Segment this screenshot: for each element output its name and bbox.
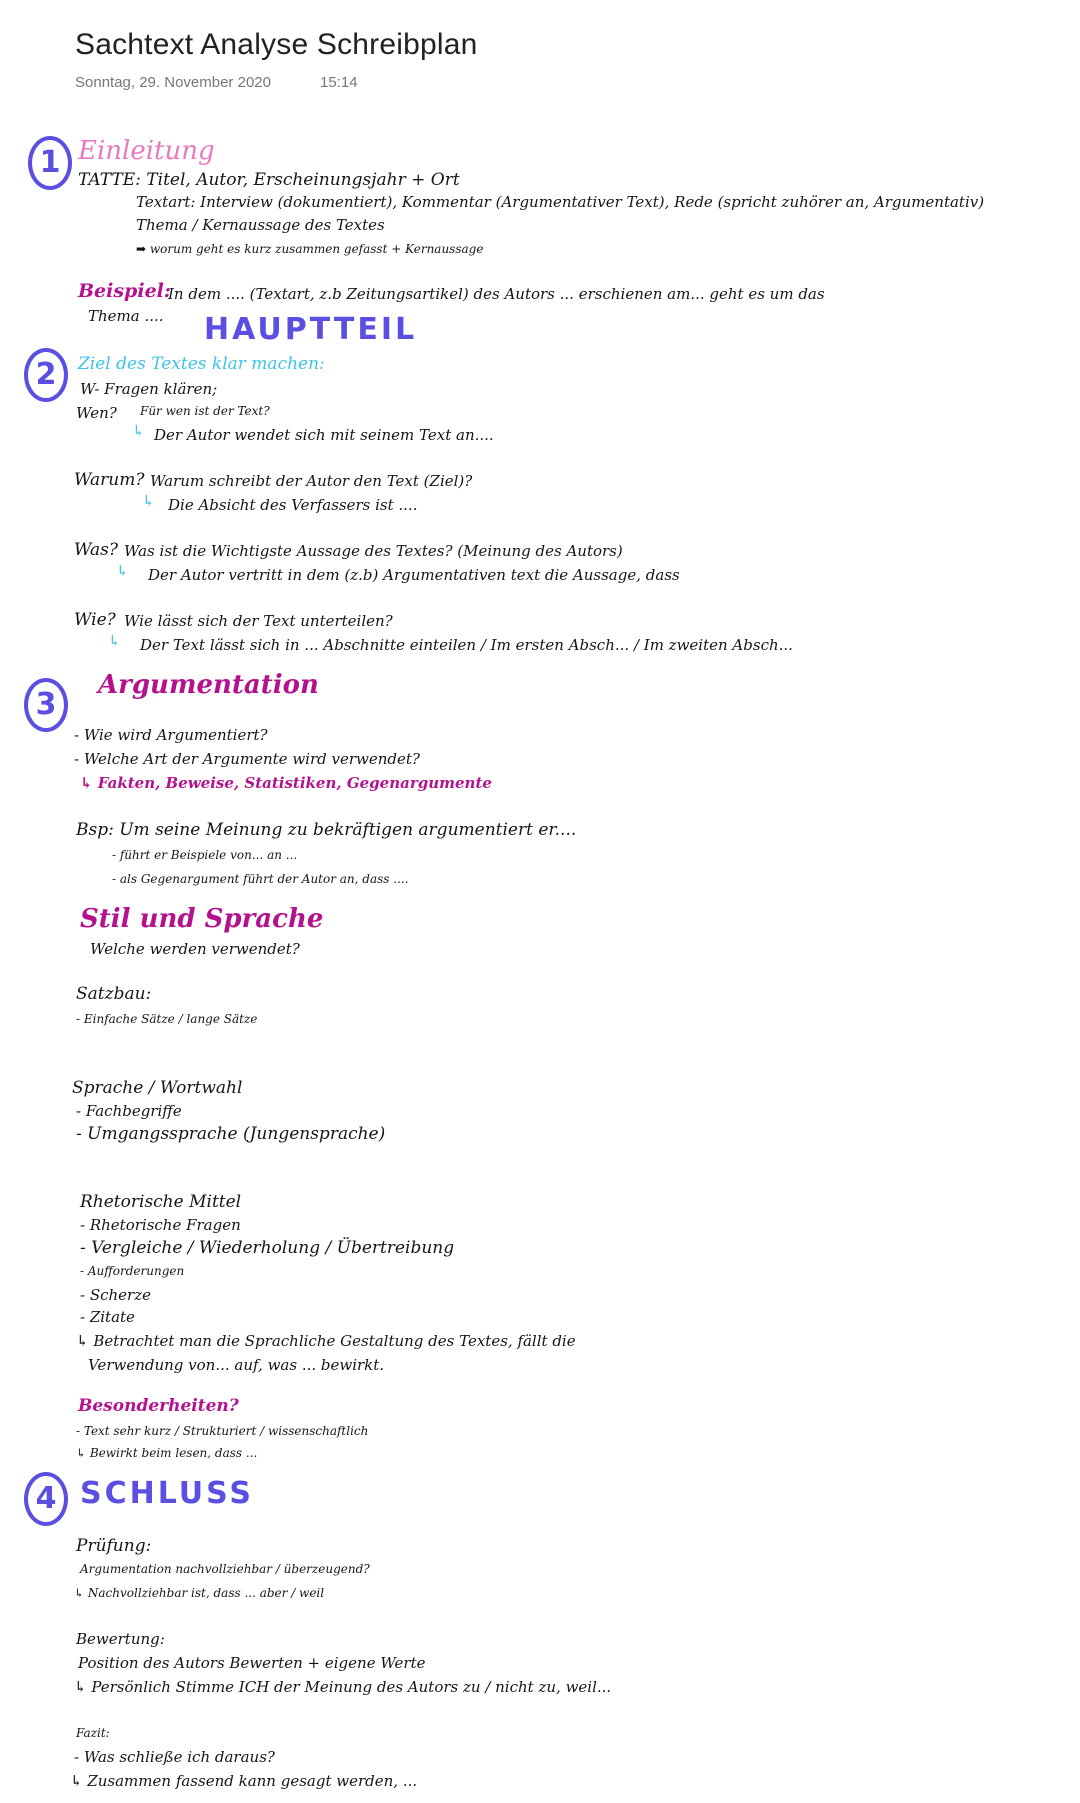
stil-sprache1: - Fachbegriffe (76, 1102, 182, 1120)
stil-bes2: ↳ Bewirkt beim lesen, dass ... (76, 1446, 258, 1460)
arrow-icon: ↳ (116, 562, 129, 580)
intro-tatte: TATTE: Titel, Autor, Erscheinungsjahr + Ort (78, 170, 460, 190)
stil-rhet4: - Scherze (80, 1286, 152, 1304)
intro-worum: ➡ worum geht es kurz zusammen gefasst + Kernaussage (136, 242, 484, 256)
arrow-icon: ↳ (142, 492, 155, 510)
stil-bes: Besonderheiten? (78, 1396, 239, 1416)
date-label: Sonntag, 29. November 2020 (75, 74, 271, 91)
schluss-heading: SCHLUSS (80, 1476, 255, 1511)
main-warum-ans: Die Absicht des Verfassers ist .... (168, 496, 418, 514)
main-warum-a: Warum schreibt der Autor den Text (Ziel)? (150, 472, 473, 490)
schluss-pruef2: ↳ Nachvollziehbar ist, dass ... aber / weil (74, 1586, 325, 1600)
arrow-icon: ↳ (108, 632, 121, 650)
arg-types: ↳ Fakten, Beweise, Statistiken, Gegenargumente (80, 774, 492, 792)
arg-bsp2: - als Gegenargument führt der Autor an, dass .... (112, 872, 409, 886)
main-ziel: Ziel des Textes klar machen: (78, 354, 325, 374)
main-wen-ans: Der Autor wendet sich mit seinem Text an.... (154, 426, 494, 444)
arg-bsp: Bsp: Um seine Meinung zu bekräftigen argumentiert er.... (76, 820, 577, 840)
schluss-pruef1: Argumentation nachvollziehbar / überzeugend? (80, 1562, 370, 1576)
stil-rhet-a2: Verwendung von... auf, was ... bewirkt. (88, 1356, 385, 1374)
stil-sprache2: - Umgangssprache (Jungensprache) (76, 1124, 386, 1144)
time-label: 15:14 (320, 74, 358, 91)
stil-bes1: - Text sehr kurz / Strukturiert / wissenschaftlich (76, 1424, 369, 1438)
section-number-3: 3 (24, 678, 68, 732)
intro-textart: Textart: Interview (dokumentiert), Kommentar (Argumentativer Text), Rede (spricht zuhörer an, Argumentativ) (136, 193, 985, 211)
schluss-bew2: ↳ Persönlich Stimme ICH der Meinung des Autors zu / nicht zu, weil... (74, 1678, 612, 1696)
main-was-ans: Der Autor vertritt in dem (z.b) Argumentativen text die Aussage, dass (148, 566, 680, 584)
stil-rhet-a1: ↳ Betrachtet man die Sprachliche Gestaltung des Textes, fällt die (76, 1332, 576, 1350)
schluss-bew1: Position des Autors Bewerten + eigene Werte (78, 1654, 426, 1672)
schluss-bew: Bewertung: (76, 1630, 165, 1648)
main-wfragen: W- Fragen klären; (80, 380, 218, 398)
schluss-fazit2: ↳ Zusammen fassend kann gesagt werden, ... (70, 1772, 418, 1790)
section-number-2: 2 (24, 348, 68, 402)
section-number-4: 4 (24, 1472, 68, 1526)
intro-beispiel-text2: Thema .... (88, 307, 164, 325)
section-number-1: 1 (28, 136, 72, 190)
arg-q2: - Welche Art der Argumente wird verwendet? (74, 750, 420, 768)
main-was-a: Was ist die Wichtigste Aussage des Textes? (Meinung des Autors) (124, 542, 623, 560)
schluss-pruef: Prüfung: (76, 1536, 152, 1556)
arg-q1: - Wie wird Argumentiert? (74, 726, 268, 744)
main-wie-a: Wie lässt sich der Text unterteilen? (124, 612, 393, 630)
main-wie-q: Wie? (74, 610, 116, 630)
main-warum-q: Warum? (74, 470, 145, 490)
stil-rhet3: - Aufforderungen (80, 1264, 185, 1278)
intro-beispiel-text: In dem .... (Textart, z.b Zeitungsartikel) des Autors ... erschienen am... geht es um das (168, 285, 825, 303)
schluss-fazit: Fazit: (76, 1726, 110, 1740)
main-wen-a: Für wen ist der Text? (140, 404, 270, 418)
arrow-icon: ↳ (132, 422, 145, 440)
stil-rhet1: - Rhetorische Fragen (80, 1216, 241, 1234)
stil-q: Welche werden verwendet? (90, 940, 300, 958)
main-wie-ans: Der Text lässt sich in ... Abschnitte einteilen / Im ersten Absch... / Im zweiten Absch... (140, 636, 793, 654)
intro-thema: Thema / Kernaussage des Textes (136, 216, 385, 234)
main-was-q: Was? (74, 540, 118, 560)
schluss-fazit1: - Was schließe ich daraus? (74, 1748, 275, 1766)
intro-beispiel-label: Beispiel: (78, 280, 171, 302)
stil-rhet: Rhetorische Mittel (80, 1192, 242, 1212)
page-title: Sachtext Analyse Schreibplan (75, 28, 478, 61)
stil-rhet2: - Vergleiche / Wiederholung / Übertreibung (80, 1238, 455, 1258)
stil-rhet5: - Zitate (80, 1308, 135, 1326)
stil-satzbau: Satzbau: (76, 984, 152, 1004)
main-heading: HAUPTTEIL (204, 312, 418, 347)
main-wen-q: Wen? (76, 404, 117, 422)
stil-heading: Stil und Sprache (80, 904, 324, 934)
arg-bsp1: - führt er Beispiele von... an ... (112, 848, 298, 862)
stil-sprache: Sprache / Wortwahl (72, 1078, 243, 1098)
stil-satzbau1: - Einfache Sätze / lange Sätze (76, 1012, 258, 1026)
arg-heading: Argumentation (98, 670, 319, 700)
intro-heading: Einleitung (78, 136, 215, 166)
